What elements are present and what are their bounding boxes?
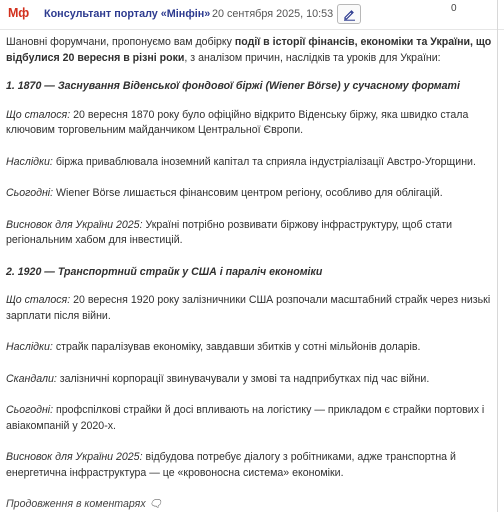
event-paragraph: Що сталося: 20 вересня 1870 року було офіційно відкрито Віденську біржу, яка швидко стала ключовим торговельним майданчиком Центральної Європи. [6,108,469,136]
event-paragraph: Наслідки: біржа приваблювала іноземний капітал та сприяла індустріалізації Австро-Угорщини. [6,155,476,168]
post-body [6,35,492,512]
post-intro: Шановні форумчани, пропонуємо вам добірку події в історії фінансів, економіки та України, що відбулися 20 вересня в різні роки, з аналізом причин, наслідків та уроків для України: [6,36,492,64]
event-heading: 1. 1870 — Заснування Віденської фондової біржі (Wiener Börse) у сучасному форматі [6,80,460,92]
avatar[interactable]: Мф [8,6,29,20]
event-paragraph: Сьогодні: Wiener Börse лишається фінансовим центром регіону, особливо для облігацій. [6,187,443,199]
event-paragraph: Висновок для України 2025: Україні потрібно розвивати біржову інфраструктуру, щоб стати регіональним хабом для інвестицій. [6,218,453,246]
panel-divider [497,0,498,512]
reply-counter: 0 [451,3,457,14]
post-header [0,0,504,30]
post-timestamp: 20 сентября 2025, 10:53 [212,8,334,20]
event-paragraph: Наслідки: страйк паралізував економіку, завдавши збитків у сотні мільйонів доларів. [6,341,421,353]
continue-in-comments-link[interactable]: Продовження в коментарях 🗨 [6,498,163,510]
pencil-icon [343,8,356,21]
event-paragraph: Що сталося: 20 вересня 1920 року залізничники США розпочали масштабний страйк через низькі зарплати після війни. [6,294,491,322]
event-heading: 2. 1920 — Транспортний страйк у США і параліч економіки [6,265,323,278]
edit-button[interactable] [337,4,361,24]
event-paragraph: Сьогодні: профспілкові страйки й досі впливають на логістику — прикладом є страйки портових і авіакомпаній у 2020-х. [6,404,485,432]
author-name-link[interactable]: Консультант порталу «Мінфін» [44,8,211,20]
event-paragraph: Висновок для України 2025: відбудова потребує діалогу з робітниками, адже транспортна й енергетична інфраструктура — це «кровоносна система» економіки. [6,451,456,479]
event-paragraph: Скандали: залізничні корпорації звинувачували у змові та надприбутках під час війни. [6,372,430,385]
